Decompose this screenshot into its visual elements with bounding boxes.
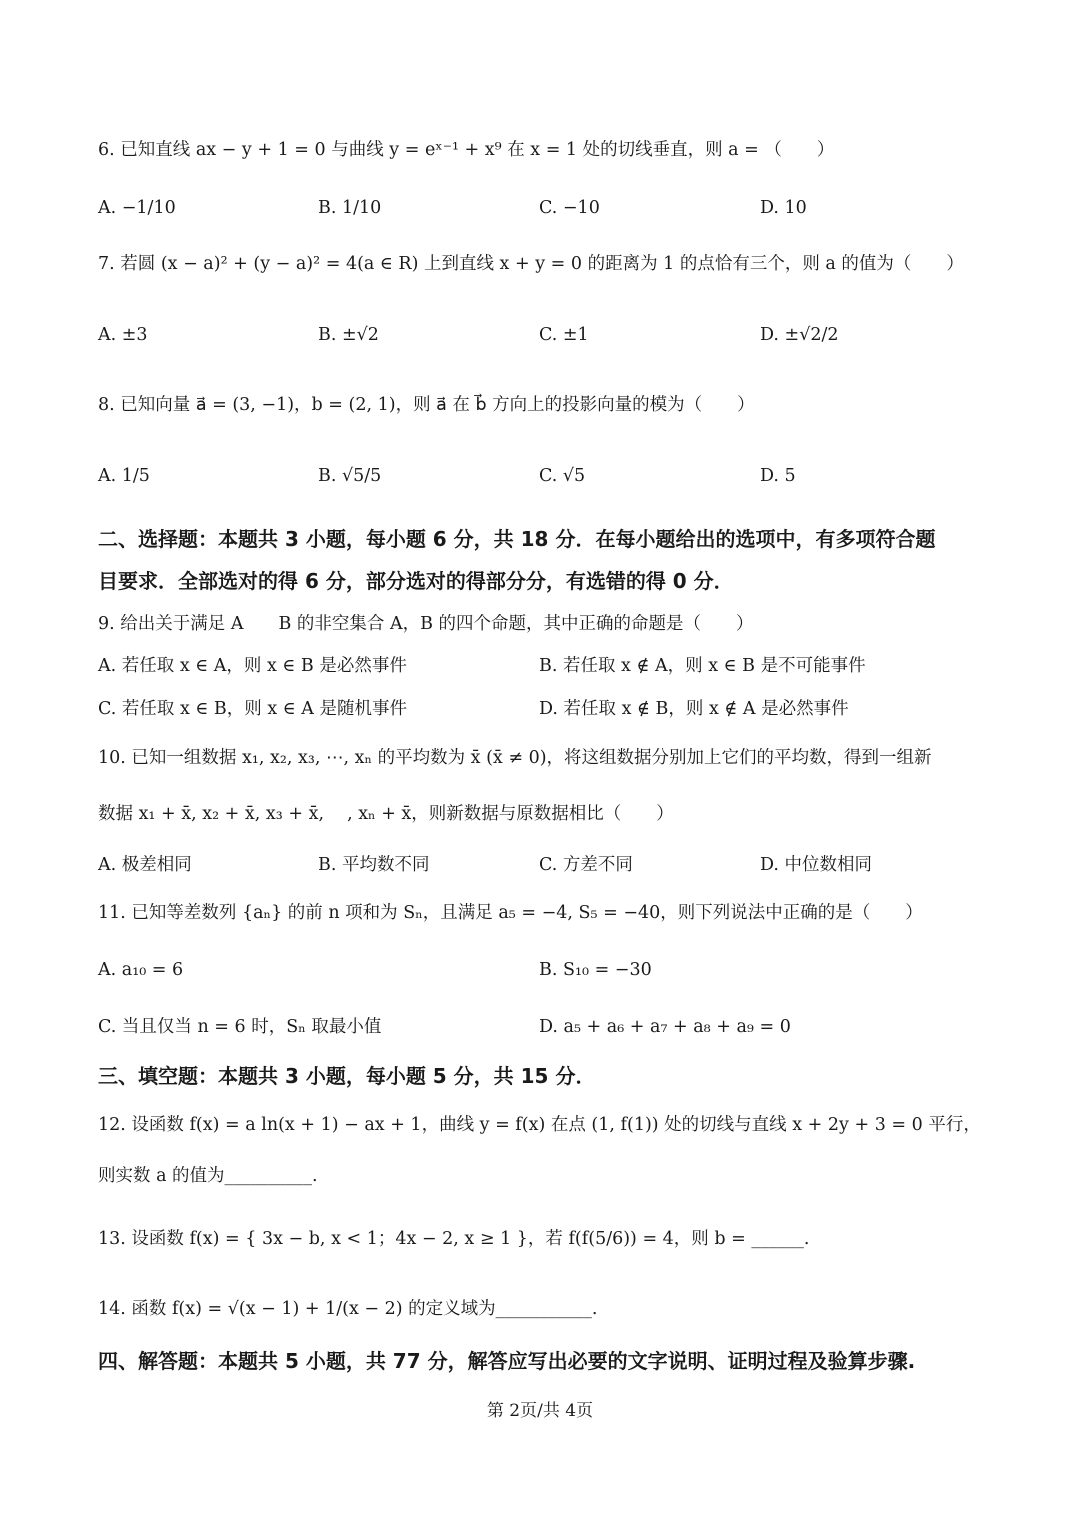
question-11-option-d: D. a₅ + a₆ + a₇ + a₈ + a₉ = 0 — [539, 1017, 791, 1037]
section-2-heading-line-1: 二、选择题：本题共 3 小题，每小题 6 分，共 18 分．在每小题给出的选项中，有多项符合题 — [98, 527, 936, 551]
question-11-option-c: C. 当且仅当 n = 6 时，Sₙ 取最小值 — [98, 1017, 382, 1037]
question-8-option-d: D. 5 — [760, 466, 796, 486]
question-12-stem-line-1: 12. 设函数 f(x) = a ln(x + 1) − ax + 1，曲线 y = f(x) 在点 (1, f(1)) 处的切线与直线 x + 2y + 3 = 0 平行， — [98, 1115, 981, 1135]
question-10-stem-line-2: 数据 x₁ + x̄, x₂ + x̄, x₃ + x̄, , xₙ + x̄，则新数据与原数据相比（ ） — [98, 804, 674, 824]
question-10-option-c: C. 方差不同 — [539, 855, 633, 875]
question-12-stem-line-2: 则实数 a 的值为__________. — [98, 1166, 318, 1186]
question-9-option-d: D. 若任取 x ∉ B，则 x ∉ A 是必然事件 — [539, 699, 849, 719]
page-footer: 第 2页/共 4页 — [486, 1401, 594, 1421]
question-7-option-c: C. ±1 — [539, 325, 589, 345]
question-9-option-b: B. 若任取 x ∉ A，则 x ∈ B 是不可能事件 — [539, 656, 866, 676]
question-8-option-c: C. √5 — [539, 466, 586, 486]
question-11-stem: 11. 已知等差数列 {aₙ} 的前 n 项和为 Sₙ，且满足 a₅ = −4, S₅ = −40，则下列说法中正确的是（ ） — [98, 903, 923, 923]
question-10-stem-line-1: 10. 已知一组数据 x₁, x₂, x₃, ⋯, xₙ 的平均数为 x̄ (x̄ ≠ 0)，将这组数据分别加上它们的平均数，得到一组新 — [98, 748, 932, 768]
question-6-option-d: D. 10 — [760, 198, 807, 218]
section-3-heading: 三、填空题：本题共 3 小题，每小题 5 分，共 15 分． — [98, 1064, 596, 1088]
question-6-option-a: A. −1/10 — [98, 198, 176, 218]
question-6-option-b: B. 1/10 — [318, 198, 382, 218]
question-13-stem: 13. 设函数 f(x) = { 3x − b, x < 1；4x − 2, x ≥ 1 }，若 f(f(5/6)) = 4，则 b = ______. — [98, 1229, 810, 1249]
question-14-stem: 14. 函数 f(x) = √(x − 1) + 1/(x − 2) 的定义域为___________. — [98, 1299, 598, 1319]
question-7-stem: 7. 若圆 (x − a)² + (y − a)² = 4(a ∈ R) 上到直线 x + y = 0 的距离为 1 的点恰有三个，则 a 的值为（ ） — [98, 254, 964, 274]
question-11-option-a: A. a₁₀ = 6 — [98, 960, 184, 980]
question-7-option-a: A. ±3 — [98, 325, 148, 345]
question-8-option-a: A. 1/5 — [98, 466, 150, 486]
question-10-option-b: B. 平均数不同 — [318, 855, 430, 875]
section-2-heading-line-2: 目要求．全部选对的得 6 分，部分选对的得部分分，有选错的得 0 分． — [98, 569, 734, 593]
question-9-option-c: C. 若任取 x ∈ B，则 x ∈ A 是随机事件 — [98, 699, 407, 719]
question-8-option-b: B. √5/5 — [318, 466, 382, 486]
question-11-option-b: B. S₁₀ = −30 — [539, 960, 652, 980]
question-9-option-a: A. 若任取 x ∈ A，则 x ∈ B 是必然事件 — [98, 656, 407, 676]
question-7-option-d: D. ±√2/2 — [760, 325, 839, 345]
question-8-stem: 8. 已知向量 a⃗ = (3, −1)，b = (2, 1)，则 a⃗ 在 b⃗ 方向上的投影向量的模为（ ） — [98, 395, 755, 415]
question-9-stem: 9. 给出关于满足 A B 的非空集合 A，B 的四个命题，其中正确的命题是（ ） — [98, 614, 754, 634]
question-7-option-b: B. ±√2 — [318, 325, 379, 345]
question-10-option-d: D. 中位数相同 — [760, 855, 873, 875]
question-6-option-c: C. −10 — [539, 198, 600, 218]
question-10-option-a: A. 极差相同 — [98, 855, 192, 875]
section-4-heading: 四、解答题：本题共 5 小题，共 77 分，解答应写出必要的文字说明、证明过程及验算步骤. — [98, 1349, 916, 1373]
question-6-stem: 6. 已知直线 ax − y + 1 = 0 与曲线 y = eˣ⁻¹ + x⁹ 在 x = 1 处的切线垂直，则 a = （ ） — [98, 140, 835, 160]
